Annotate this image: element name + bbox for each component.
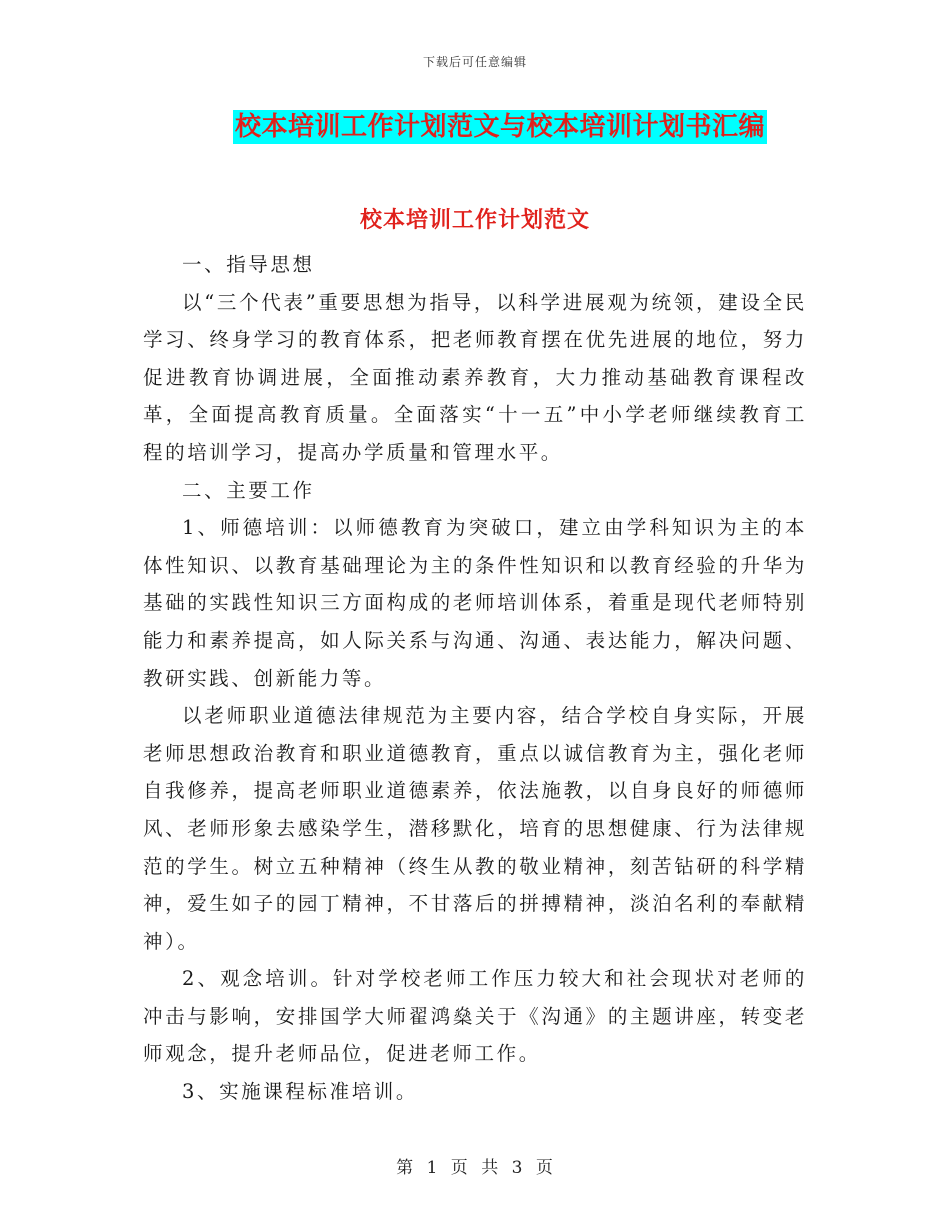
footer-page-total: 3 [511, 1158, 524, 1178]
heading-guiding-thought: 一、指导思想 [182, 253, 315, 276]
paragraph-ethics-training: 1、师德培训：以师德教育为突破口，建立由学科知识为主的本体性知识、以教育基础理论为主的条件性知识和以教育经验的升华为基础的实践性知识三方面构成的老师培训体系，着重是现代老师特别能力和素养提高，如人际关系与沟通、沟通、表达能力，解决问题、教研实践、创新能力等。 [143, 516, 807, 690]
heading-main-work: 二、主要工作 [182, 478, 315, 502]
page-footer [0, 1153, 950, 1178]
section-title: 校本培训工作计划范文 [359, 207, 590, 233]
footer-page-current: 1 [426, 1158, 439, 1178]
footer-word-ye2: 页 [535, 1158, 554, 1178]
paragraph-curriculum-training: 3、实施课程标准培训。 [182, 1080, 419, 1104]
paragraph-professional-ethics: 以老师职业道德法律规范为主要内容，结合学校自身实际，开展老师思想政治教育和职业道德教育，重点以诚信教育为主，强化老师自我修养，提高老师职业道德素养，依法施教，以自身良好的师德师风、老师形象去感染学生，潜移默化，培育的思想健康、行为法律规范的学生。树立五种精神（终生从教的敬业精神，刻苦钻研的科学精神，爱生如子的园丁精神，不甘落后的拼搏精神，淡泊名利的奉献精神）。 [143, 704, 807, 953]
main-title-container [0, 110, 950, 144]
footer-word-gong: 共 [481, 1158, 500, 1178]
main-title: 校本培训工作计划范文与校本培训计划书汇编 [234, 112, 765, 142]
paragraph-concept-training: 2、观念培训。针对学校老师工作压力较大和社会现状对老师的冲击与影响，安排国学大师翟鸿燊关于《沟通》的主题讲座，转变老师观念，提升老师品位，促进老师工作。 [143, 967, 807, 1066]
footer-word-di: 第 [396, 1158, 415, 1178]
header-note: 下载后可任意编辑 [422, 55, 527, 69]
paragraph-guiding-thought: 以“三个代表”重要思想为指导，以科学进展观为统领，建设全民学习、终身学习的教育体系，把老师教育摆在优先进展的地位，努力促进教育协调进展，全面推动素养教育，大力推动基础教育课程改革，全面提高教育质量。全面落实“十一五”中小学老师继续教育工程的培训学习，提高办学质量和管理水平。 [143, 290, 807, 464]
footer-word-ye: 页 [450, 1158, 469, 1178]
body-text [143, 246, 807, 1111]
